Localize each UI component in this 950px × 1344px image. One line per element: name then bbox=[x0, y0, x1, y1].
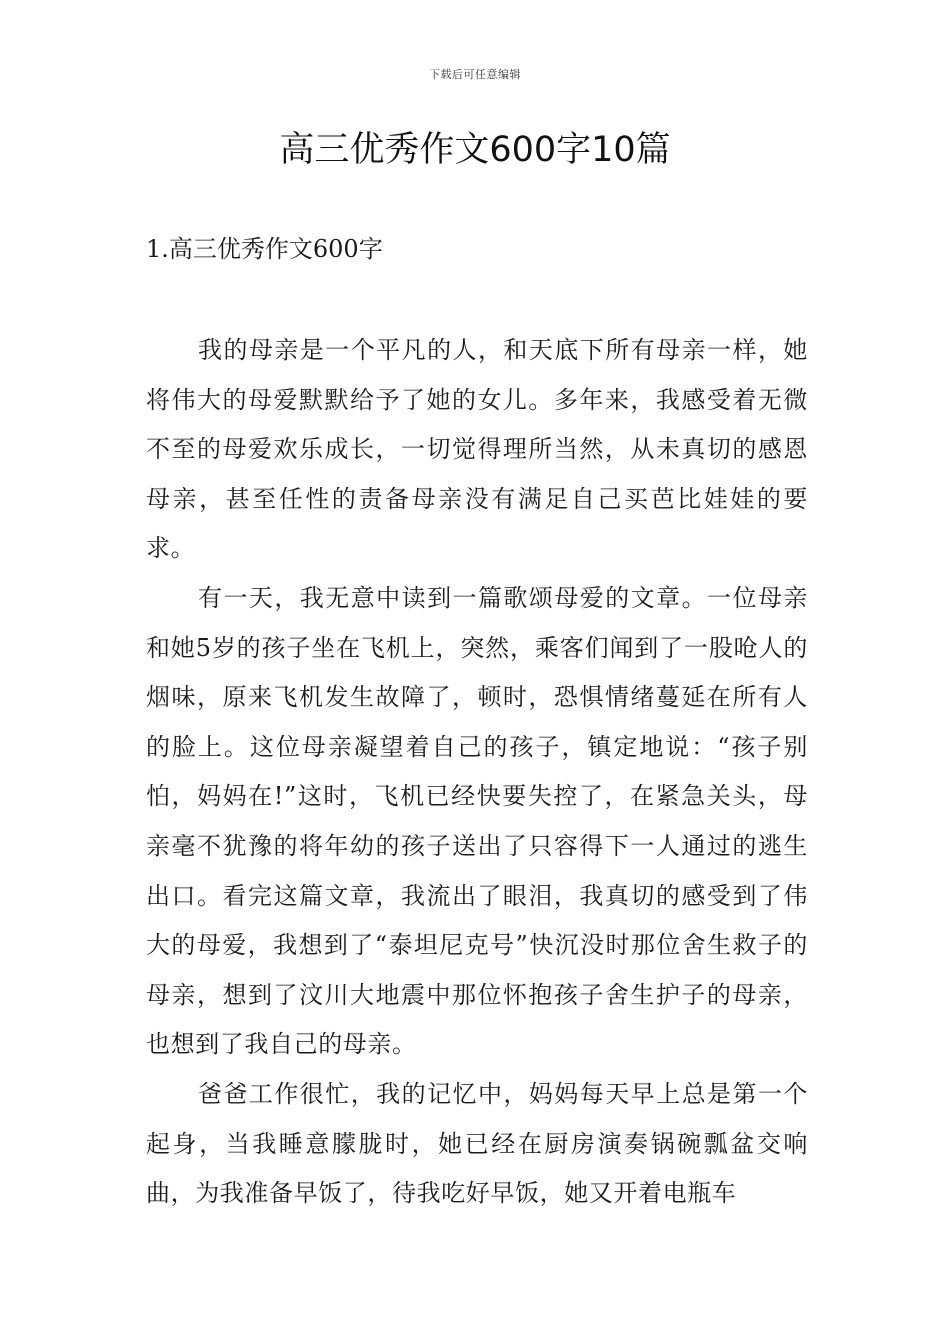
paragraph-1: 我的母亲是一个平凡的人，和天底下所有母亲一样，她将伟大的母爱默默给予了她的女儿。多年来，我感受着无微不至的母爱欢乐成长，一切觉得理所当然，从未真切的感恩母亲，甚至任性的责备母亲没有满足自己买芭比娃娃的要求。 bbox=[146, 336, 808, 563]
paragraph-2: 有一天，我无意中读到一篇歌颂母爱的文章。一位母亲和她5岁的孩子坐在飞机上，突然，乘客们闻到了一股呛人的烟味，原来飞机发生故障了，顿时，恐惧情绪蔓延在所有人的脸上。这位母亲凝望着自己的孩子，镇定地说：“孩子别怕，妈妈在!”这时，飞机已经快要失控了，在紧急关头，母亲毫不犹豫的将年幼的孩子送出了只容得下一人通过的逃生出口。看完这篇文章，我流出了眼泪，我真切的感受到了伟大的母爱，我想到了“泰坦尼克号”快沉没时那位舍生救子的母亲，想到了汶川大地震中那位怀抱孩子舍生护子的母亲，也想到了我自己的母亲。 bbox=[146, 583, 808, 1059]
essay-body bbox=[146, 326, 808, 1219]
document-title: 高三优秀作文600字10篇 bbox=[279, 130, 671, 170]
header-note: 下载后可任意编辑 bbox=[429, 68, 521, 81]
section-heading: 1.高三优秀作文600字 bbox=[146, 235, 383, 263]
paragraph-3: 爸爸工作很忙，我的记忆中，妈妈每天早上总是第一个起身，当我睡意朦胧时，她已经在厨房演奏锅碗瓢盆交响曲，为我准备早饭了，待我吃好早饭，她又开着电瓶车 bbox=[146, 1079, 808, 1208]
